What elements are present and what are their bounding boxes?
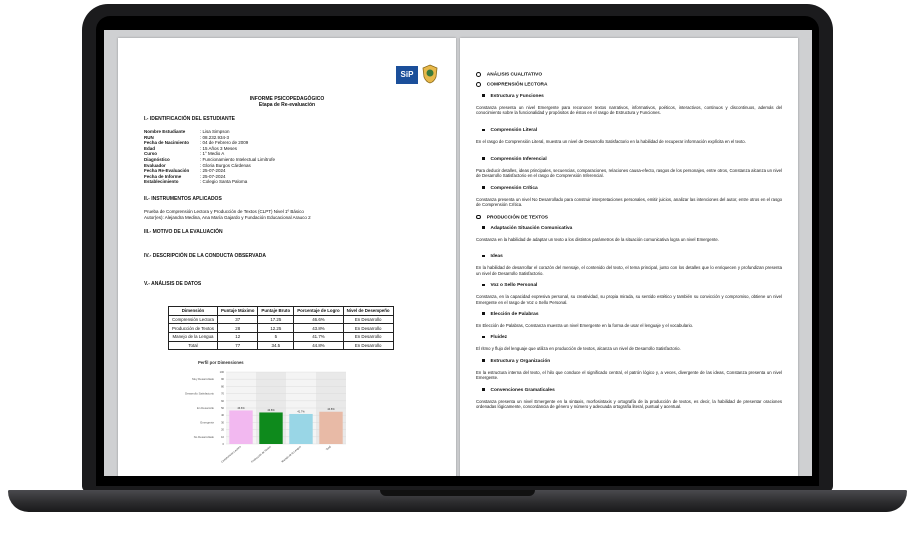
table-cell: En Desarrollo: [343, 315, 393, 324]
square-bullet-icon: [482, 157, 485, 160]
table-header-cell: Porcentaje de Logro: [294, 307, 343, 316]
report-title: INFORME PSICOPEDAGÓGICO: [249, 96, 325, 102]
circle-bullet-icon: [476, 82, 481, 87]
chart-title: Perfil por Dimensiones: [198, 360, 244, 365]
subheading: [482, 226, 572, 231]
id-label: Curso: [144, 151, 158, 157]
table-cell: 12: [217, 333, 257, 342]
id-value: : 1° Medio A: [200, 151, 225, 157]
y-tick-label: 40: [221, 414, 224, 418]
school-crest-icon: [422, 64, 438, 84]
table-cell: 12.25: [258, 324, 294, 333]
subheading: [482, 388, 555, 393]
y-tick-label: 20: [221, 428, 224, 432]
y-tick-label: 60: [221, 399, 224, 403]
heading-text: Voz o Sello Personal: [490, 283, 538, 289]
page-1: [118, 38, 456, 476]
square-bullet-icon: [482, 94, 485, 97]
data-label: 44.8%: [327, 408, 335, 412]
bar: [289, 414, 312, 444]
subheading: [482, 335, 507, 340]
bar: [319, 412, 342, 444]
paragraph: Constanza presenta un nivel Emergente para reconocer textos narrativos, informativos, poéticos, interactivos, continuos y discontinuos, además del conocimiento sobre la funcionalidad y propósitos de éstos en el rasgo de Estructura y Funciones.: [476, 105, 782, 116]
table-cell: En Desarrollo: [343, 324, 393, 333]
table-header-cell: Dimensión: [169, 307, 218, 316]
y-tick-label: 70: [221, 392, 224, 396]
paragraph: Constanza, en la capacidad expresiva personal, su creatividad, su propia mirada, su sentido estético y también su convicción y compromiso, obtiene un nivel Emergente en el rasgo de Voz o Sello Personal.: [476, 294, 782, 305]
square-bullet-icon: [482, 186, 485, 189]
table-cell: 28: [217, 324, 257, 333]
heading-text: Estructura y Organización: [490, 358, 551, 364]
section-data-analysis: V.- ANÁLISIS DE DATOS: [144, 281, 202, 287]
subheading: [482, 186, 538, 191]
data-label: 41.7%: [297, 410, 305, 414]
x-tick-label: Comprensión Lectora: [220, 445, 242, 464]
id-row: [144, 151, 224, 156]
y-tick-label: 80: [221, 385, 224, 389]
id-row: [144, 140, 248, 145]
circle-bullet-icon: [476, 215, 481, 220]
band-label: Desarrollo Satisfactorio: [185, 391, 214, 396]
band-label: No Desarrollado: [193, 434, 214, 439]
heading-reading-comprehension: [476, 82, 547, 88]
id-value: : Gloria Burgos Cárdenas: [200, 162, 251, 168]
band-label: Emergente: [200, 420, 214, 425]
square-bullet-icon: [482, 359, 485, 362]
id-label: Diagnóstico: [144, 157, 170, 162]
bar: [229, 410, 252, 444]
bar: [259, 412, 282, 444]
id-value: : 08.232.934-3: [200, 134, 230, 140]
sip-logo: SiP: [396, 66, 418, 84]
table-cell: En Desarrollo: [343, 341, 393, 350]
table-cell: 17.25: [258, 315, 294, 324]
dimension-profile-chart: [158, 368, 378, 468]
square-bullet-icon: [482, 284, 485, 287]
heading-text: Estructura y Funciones: [490, 94, 544, 99]
x-tick-label: Manejo de la Lengua: [281, 445, 302, 464]
heading-text: Comprensión Crítica: [490, 185, 538, 191]
square-bullet-icon: [482, 312, 485, 315]
subheading: [482, 312, 539, 317]
id-label: Evaluador: [144, 162, 166, 168]
y-tick-label: 0: [222, 443, 224, 446]
id-row: [144, 168, 226, 173]
paragraph: Constanza en la habilidad de adaptar un texto a los distintos parámetros de la situación comunicativa logra un nivel Emergente.: [476, 236, 719, 242]
subheading: [482, 157, 547, 162]
id-label: Nombre Estudiante: [144, 129, 186, 134]
table-row: [169, 333, 394, 342]
id-row: [144, 179, 247, 184]
subheading: [482, 94, 544, 99]
paragraph: El ritmo y flujo del lenguaje que utiliza en producción de textos, alcanza un nivel de Desarrollo Satisfactorio.: [476, 346, 681, 352]
subheading: [482, 283, 537, 288]
document-viewer[interactable]: [104, 30, 812, 476]
heading-text-production: [476, 215, 548, 221]
laptop-notch: [380, 490, 535, 496]
y-tick-label: 90: [221, 378, 224, 382]
id-label: Fecha de Nacimiento: [144, 140, 190, 146]
table-cell: 43.8%: [294, 324, 343, 333]
page-2: [460, 38, 798, 476]
paragraph: En el rasgo de Comprensión Literal, muestra un nivel de Desarrollo Satisfactorio en la habilidad de recuperar información explícita en el texto.: [476, 139, 746, 145]
table-cell: 34.5: [258, 341, 294, 350]
id-value: : Funcionamiento Intelectual Limítrofe: [200, 157, 276, 162]
table-cell: Producción de Textos: [169, 324, 218, 333]
table-cell: En Desarrollo: [343, 333, 393, 342]
table-cell: 44.8%: [294, 341, 343, 350]
band-label: Muy Desarrollado: [192, 377, 214, 382]
table-header-row: [169, 307, 394, 316]
instrument-authors: Autor(es): Alejandra Medina, Ana María Gajardo y Fundación Educacional Arauco 2: [144, 215, 311, 220]
section-instruments: II.- INSTRUMENTOS APLICADOS: [144, 196, 222, 202]
section-behavior: IV.- DESCRIPCIÓN DE LA CONDUCTA OBSERVADA: [144, 253, 266, 259]
id-row: [144, 174, 226, 179]
square-bullet-icon: [482, 255, 485, 258]
scores-table: [168, 306, 394, 350]
table-row: [169, 315, 394, 324]
id-value: : Colegio Santa Paloma: [200, 179, 248, 185]
square-bullet-icon: [482, 129, 485, 132]
table-cell: 41.7%: [294, 333, 343, 342]
id-row: [144, 157, 275, 162]
heading-text: Comprensión Literal: [490, 128, 538, 134]
id-value: : 15 Años 3 Meses: [200, 145, 238, 151]
circle-bullet-icon: [476, 72, 481, 77]
paragraph: Constanza presenta un nivel Emergente en la sintaxis, morfosintaxis y ortografía de la producción de textos, es decir, la habilidad de presentar oraciones ordenadas lógicamente, concordancia de género y número y adecuada ortografía literal, puntual y acentual.: [476, 398, 782, 409]
y-tick-label: 30: [221, 421, 224, 425]
band-label: En Desarrollo: [197, 406, 214, 410]
id-row: [144, 135, 229, 140]
table-header-cell: Puntaje Bruto: [258, 307, 294, 316]
id-value: : 04 de Febrero de 2009: [200, 140, 249, 146]
section-reason: III.- MOTIVO DE LA EVALUACIÓN: [144, 229, 223, 235]
square-bullet-icon: [482, 226, 485, 229]
id-label: Fecha Re-Evaluación: [144, 168, 190, 174]
id-value: : 25-07-2024: [200, 173, 226, 179]
heading-text: Comprensión Inferencial: [490, 157, 547, 162]
paragraph: Constanza presenta un nivel No Desarrollado para construir interpretaciones personales, emitir juicios, analizar las intenciones del autor, entre otros en el rasgo de Comprensión Crítica.: [476, 196, 782, 208]
instrument-name: Prueba de Comprensión Lectora y Producción de Textos (CLPT) Nivel 1º Básico: [144, 209, 304, 214]
id-value: : 25-07-2024: [200, 168, 226, 174]
id-row: [144, 129, 230, 134]
square-bullet-icon: [482, 336, 485, 339]
report-subtitle: Etapa de Re-evaluación: [258, 102, 316, 108]
table-cell: 37: [217, 315, 257, 324]
table-cell: Manejo de la Lengua: [169, 333, 218, 342]
y-tick-label: 10: [221, 435, 224, 439]
heading-text: PRODUCCIÓN DE TEXTOS: [486, 215, 549, 221]
heading-text: Fluidez: [490, 335, 508, 341]
table-cell: Comprensión Lectora: [169, 315, 218, 324]
square-bullet-icon: [482, 388, 485, 391]
table-header-cell: Puntaje Máximo: [217, 307, 257, 316]
heading-text: Ideas: [490, 254, 503, 260]
subheading: [482, 359, 550, 364]
table-row: [169, 341, 394, 350]
id-row: [144, 146, 237, 151]
table-header-cell: Nivel de Desempeño: [343, 307, 393, 316]
heading-text: Adaptación Situación Comunicativa: [490, 225, 573, 231]
table-cell: 5: [258, 333, 294, 342]
heading-text: ANÁLISIS CUALITATIVO: [486, 72, 543, 78]
y-tick-label: 50: [221, 407, 224, 410]
id-value: : Lisa Simpson: [200, 129, 230, 134]
heading-text: COMPRENSIÓN LECTORA: [486, 82, 548, 88]
x-tick-label: Producción de Textos: [250, 445, 272, 464]
id-row: [144, 163, 251, 168]
heading-qualitative: [476, 72, 542, 78]
table-cell: 77: [217, 341, 257, 350]
data-label: 46.6%: [237, 406, 245, 410]
heading-text: Elección de Palabras: [490, 312, 539, 317]
paragraph: En la habilidad de desarrollar el corazón del mensaje, el contenido del texto, el tema principal, junto con los detalles que lo enriquecen y profundizan presenta un nivel de Desarrollo Satisfactorio.: [476, 265, 782, 276]
x-tick-label: Total: [325, 445, 332, 452]
table-row: [169, 324, 394, 333]
id-label: Fecha de Informe: [144, 173, 182, 179]
paragraph: En Elección de Palabras, Constanza muestra un nivel Emergente en la forma de usar el lenguaje y el vocabulario.: [476, 323, 694, 328]
id-label: Edad: [144, 145, 156, 151]
heading-text: Convenciones Gramaticales: [490, 387, 555, 393]
paragraph: Para deducir detalles, ideas principales, secuencias, comparaciones, relaciones causa-efecto, rasgos de los personajes, entre otros, Constanza alcanza un nivel de Desarrollo Satisfactorio en el rasgo de Comprensión Inferencial.: [476, 168, 782, 179]
id-label: Establecimiento: [144, 179, 179, 185]
table-cell: Total: [169, 341, 218, 350]
y-tick-label: 100: [219, 371, 224, 374]
id-label: RUN: [144, 134, 154, 140]
section-identification: I.- IDENTIFICACIÓN DEL ESTUDIANTE: [144, 116, 236, 122]
paragraph: En la estructura interna del texto, el hilo que conduce el significado central, el patrón lógico y, a veces, divergente de las ideas, Constanza presenta un nivel Emergente.: [476, 369, 782, 381]
table-cell: 46.6%: [294, 315, 343, 324]
data-label: 43.8%: [267, 408, 275, 412]
subheading: [482, 254, 503, 259]
subheading: [482, 128, 537, 133]
